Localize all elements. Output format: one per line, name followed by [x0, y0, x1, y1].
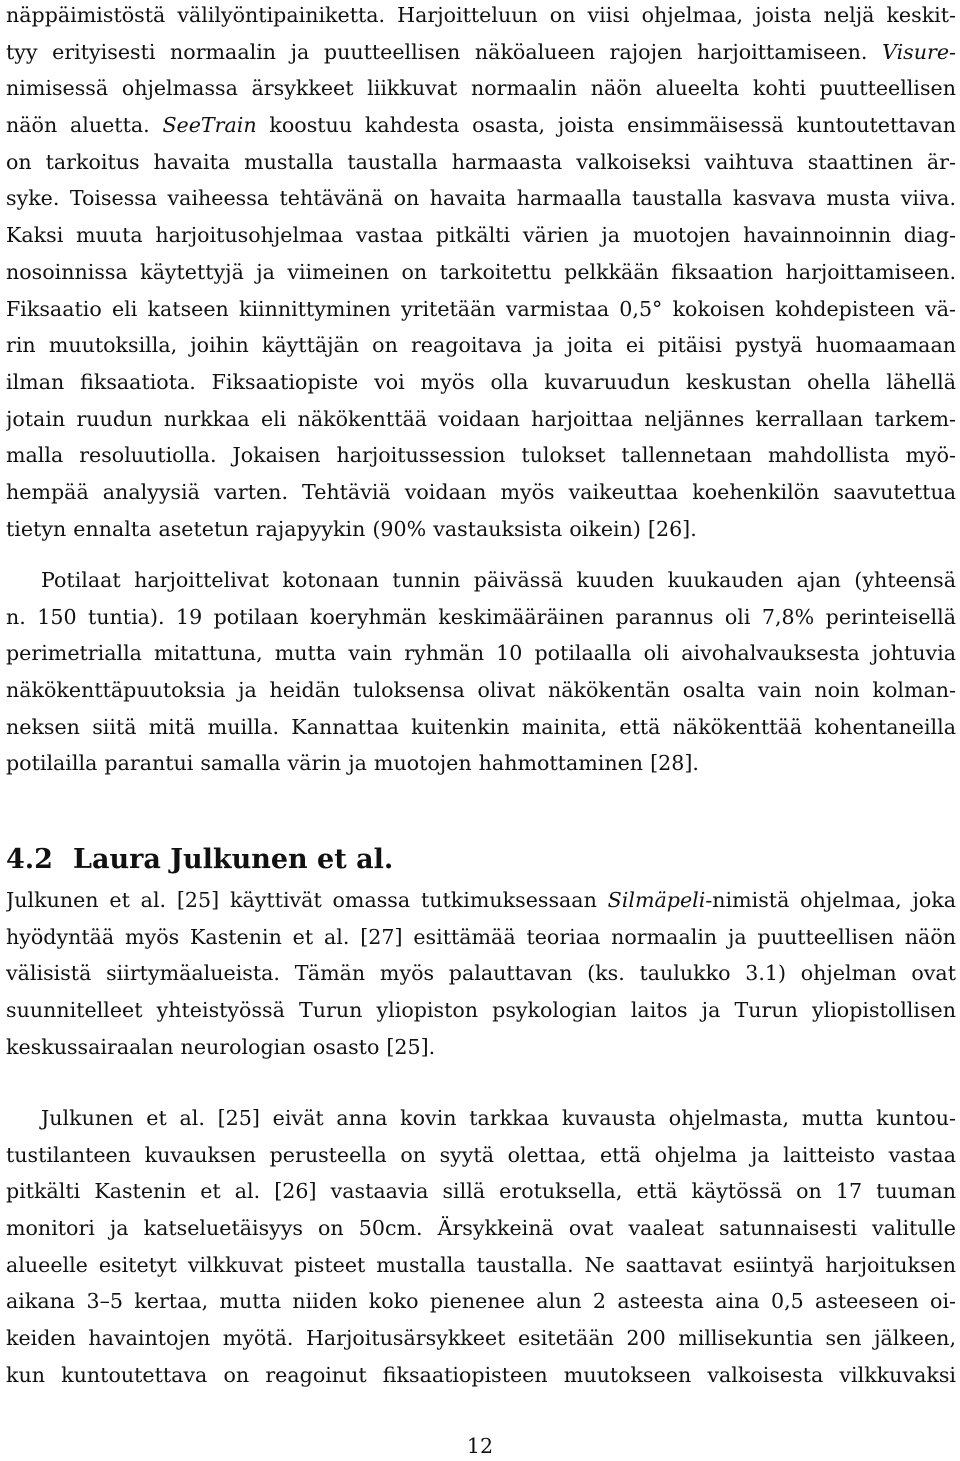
text-line: ilman fiksaatiota. Fiksaatiopiste voi myös olla kuvaruudun keskustan ohella lähellä	[6, 369, 956, 394]
page-number: 12	[466, 1434, 494, 1458]
text-line: syke. Toisessa vaiheessa tehtävänä on havaita harmaalla taustalla kasvava musta viiva.	[6, 186, 956, 211]
text-line: näön aluetta. SeeTrain koostuu kahdesta osasta, joista ensimmäisessä kuntoutettavan	[6, 113, 956, 138]
text-line: Kaksi muuta harjoitusohjelmaa vastaa pitkälti värien ja muotojen havainnoinnin diag-	[6, 223, 956, 248]
text-line: rin muutoksilla, joihin käyttäjän on reagoitava ja joita ei pitäisi pystyä huomaamaan	[6, 333, 956, 358]
section-number: 4.2	[6, 844, 53, 875]
text-line: monitori ja katseluetäisyys on 50cm. Ärsykkeinä ovat vaaleat satunnaisesti valitulle	[6, 1216, 956, 1241]
text-line: hyödyntää myös Kastenin et al. [27] esittämää teoriaa normaalin ja puutteellisen näön	[6, 924, 956, 949]
paragraph-visual-field-programs	[6, 0, 956, 547]
text-line: tustilanteen kuvauksen perusteella on syytä olettaa, että ohjelma ja laitteisto vastaa	[6, 1142, 956, 1167]
text-line: on tarkoitus havaita mustalla taustalla harmaasta valkoiseksi vaihtuva staattinen är-	[6, 149, 956, 174]
text-line: tyy erityisesti normaalin ja puutteellisen näköalueen rajojen harjoittamiseen. Visure-	[6, 39, 956, 64]
text-line: Julkunen et al. [25] käyttivät omassa tutkimuksessaan Silmäpeli-nimistä ohjelmaa, joka	[6, 888, 956, 912]
text-line: perimetrialla mitattuna, mutta vain ryhmän 10 potilaalla oli aivohalvauksesta johtuvia	[6, 641, 956, 666]
paragraph-silmapeli-intro	[6, 882, 956, 1065]
text-line: alueelle esitetyt vilkkuvat pisteet mustalla taustalla. Ne saattavat esiintyä harjoituksen	[6, 1252, 956, 1277]
text-line: pitkälti Kastenin et al. [26] vastaavia sillä erotuksella, että käytössä on 17 tuuman	[6, 1179, 956, 1204]
text-line: Fiksaatio eli katseen kiinnittyminen yritetään varmistaa 0,5° kokoisen kohdepisteen vä-	[6, 296, 956, 321]
text-line: keskussairaalan neurologian osasto [25].	[6, 1034, 436, 1059]
text-line: suunnitelleet yhteistyössä Turun yliopiston psykologian laitos ja Turun yliopistollisen	[6, 998, 956, 1023]
text-line: nimisessä ohjelmassa ärsykkeet liikkuvat normaalin näön alueelta kohti puutteellisen	[6, 76, 956, 101]
text-line: kun kuntoutettava on reagoinut fiksaatiopisteen muutokseen valkoisesta vilkkuvaksi	[6, 1362, 956, 1387]
section-title: Laura Julkunen et al.	[72, 844, 394, 875]
text-line: jotain ruudun nurkkaa eli näkökenttää voidaan harjoittaa neljännes kerrallaan tarkem-	[6, 406, 956, 431]
text-line: n. 150 tuntia). 19 potilaan koeryhmän keskimääräinen parannus oli 7,8% perinteisellä	[6, 604, 956, 629]
text-line: hempää analyysiä varten. Tehtäviä voidaan myös vaikeuttaa koehenkilön saavutettua	[6, 479, 956, 504]
text-line: tietyn ennalta asetetun rajapyykin (90% vastauksista oikein) [26].	[6, 516, 697, 541]
text-line: nosoinnissa käytettyjä ja viimeinen on tarkoitettu pelkkään fiksaation harjoittamiseen.	[6, 259, 956, 284]
text-line: neksen siitä mitä muilla. Kannattaa kuitenkin mainita, että näkökenttää kohentaneilla	[6, 714, 956, 739]
text-line: Julkunen et al. [25] eivät anna kovin tarkkaa kuvausta ohjelmasta, mutta kuntou-	[41, 1106, 956, 1130]
section-heading	[6, 842, 393, 878]
text-line: malla resoluutiolla. Jokaisen harjoitussession tulokset tallennetaan mahdollista myö-	[6, 443, 956, 468]
text-line: Potilaat harjoittelivat kotonaan tunnin päivässä kuuden kuukauden ajan (yhteensä	[41, 568, 956, 592]
paragraph-silmapeli-description	[6, 1100, 956, 1394]
text-line: keiden havaintojen myötä. Harjoitusärsykkeet esitetään 200 millisekuntia sen jälkeen,	[6, 1326, 956, 1351]
text-line: potilailla parantui samalla värin ja muotojen hahmottaminen [28].	[6, 751, 699, 776]
text-line: aikana 3–5 kertaa, mutta niiden koko pienenee alun 2 asteesta aina 0,5 asteeseen oi-	[6, 1289, 956, 1314]
text-line: näppäimistöstä välilyöntipainiketta. Harjoitteluun on viisi ohjelmaa, joista neljä keskit-	[6, 3, 956, 27]
text-line: välisistä siirtymäalueista. Tämän myös palauttavan (ks. taulukko 3.1) ohjelman ovat	[6, 961, 956, 986]
paragraph-patient-results	[6, 562, 956, 782]
text-line: näkökenttäpuutoksia ja heidän tuloksensa olivat näkökentän osalta vain noin kolman-	[6, 678, 956, 703]
